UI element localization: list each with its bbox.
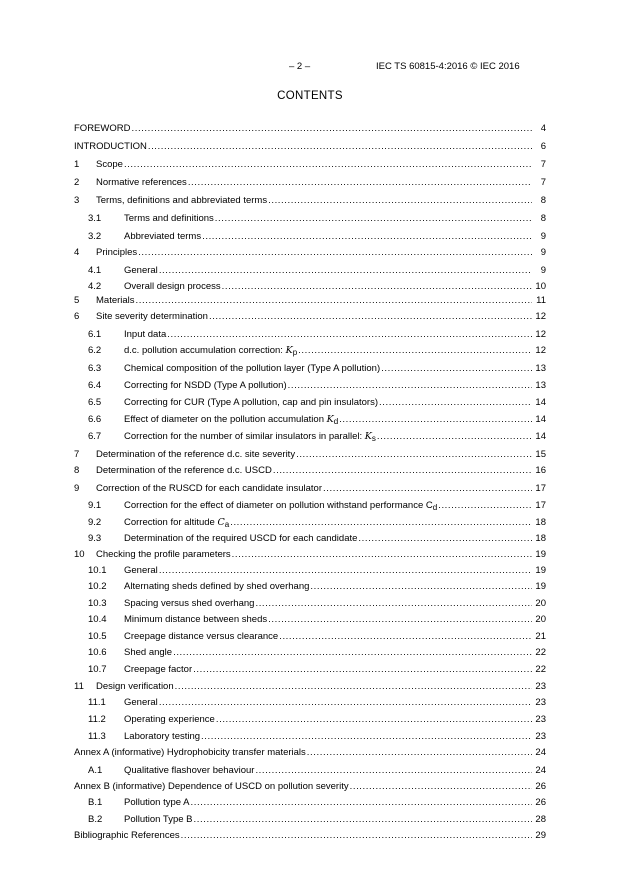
toc-entry-title: Bibliographic References <box>74 830 180 841</box>
dot-leader <box>230 516 532 530</box>
toc-entry-title: Principles <box>96 247 138 258</box>
document-reference: IEC TS 60815-4:2016 © IEC 2016 <box>376 61 520 72</box>
dot-leader <box>255 764 532 778</box>
toc-entry-page: 23 <box>535 731 546 742</box>
toc-entry-leader <box>124 396 532 410</box>
toc-entry-page: 15 <box>535 449 546 460</box>
toc-entry-page: 12 <box>535 311 546 322</box>
toc-entry-title: Annex B (informative) Dependence of USCD on pollution severity <box>74 781 349 792</box>
toc-entry[interactable] <box>74 730 546 744</box>
toc-entry[interactable] <box>74 362 546 376</box>
toc-entry-page: 9 <box>540 247 546 258</box>
toc-entry-title: Terms, definitions and abbreviated terms <box>96 195 268 206</box>
toc-entry[interactable] <box>74 230 546 244</box>
toc-entry-leader <box>124 580 532 594</box>
toc-entry-title: Materials <box>96 295 135 306</box>
toc-entry-number: 3 <box>74 195 80 206</box>
toc-entry[interactable] <box>74 764 546 778</box>
dot-leader <box>188 176 532 190</box>
toc-entry-number: 6.5 <box>88 397 102 408</box>
page-title: CONTENTS <box>277 90 343 102</box>
toc-entry-title: Chemical composition of the pollution layer (Type A pollution) <box>124 363 381 374</box>
toc-entry-number: 3.1 <box>88 213 102 224</box>
toc-entry-leader <box>124 230 532 244</box>
toc-entry-number: 11.1 <box>88 697 106 708</box>
toc-entry-number: B.2 <box>88 814 103 825</box>
toc-entry-leader <box>124 379 532 393</box>
toc-entry-page: 14 <box>535 414 546 425</box>
toc-entry-page: 9 <box>540 265 546 276</box>
dot-leader <box>296 448 532 462</box>
toc-entry-leader <box>124 646 532 660</box>
dot-leader <box>148 140 532 154</box>
toc-entry-leader <box>124 413 532 429</box>
toc-entry-title: Correction for the number of similar insulators in parallel: $K_s$ <box>124 430 377 446</box>
toc-entry-leader <box>124 532 532 546</box>
toc-entry-title: Creepage factor <box>124 664 193 675</box>
toc-entry-title: Terms and definitions <box>124 213 214 224</box>
toc-entry[interactable] <box>74 580 546 594</box>
toc-entry-number: 4.2 <box>88 281 102 292</box>
dot-leader <box>381 362 532 376</box>
toc-entry[interactable] <box>74 564 546 578</box>
toc-entry[interactable] <box>74 379 546 393</box>
dot-leader <box>159 264 532 278</box>
toc-entry-leader <box>96 176 532 190</box>
toc-entry-number: 9.2 <box>88 517 102 528</box>
toc-entry-page: 10 <box>535 281 546 292</box>
dot-leader <box>138 246 532 260</box>
dot-leader <box>215 212 532 226</box>
toc-entry-page: 13 <box>535 363 546 374</box>
toc-entry-leader <box>124 362 532 376</box>
toc-entry-title: Overall design process <box>124 281 221 292</box>
toc-entry-page: 22 <box>535 647 546 658</box>
toc-entry-page: 12 <box>535 329 546 340</box>
toc-entry[interactable] <box>74 696 546 710</box>
toc-entry-leader <box>96 482 532 496</box>
toc-entry-leader <box>124 344 532 360</box>
toc-entry-leader <box>74 746 532 760</box>
toc-entry-page: 23 <box>535 697 546 708</box>
toc-entry-page: 17 <box>535 500 546 511</box>
toc-entry-page: 7 <box>540 159 546 170</box>
dot-leader <box>339 413 532 427</box>
dot-leader <box>173 646 532 660</box>
toc-entry-page: 17 <box>535 483 546 494</box>
toc-entry-number: 6.2 <box>88 345 102 356</box>
toc-entry-number: 9.1 <box>88 500 102 511</box>
toc-entry-title: FOREWORD <box>74 123 131 134</box>
dot-leader <box>124 158 532 172</box>
toc-entry-page: 11 <box>536 295 546 306</box>
toc-entry[interactable] <box>74 310 546 324</box>
toc-entry-page: 14 <box>535 431 546 442</box>
toc-entry-leader <box>124 430 532 446</box>
toc-entry-number: 11.3 <box>88 731 106 742</box>
toc-entry-page: 9 <box>540 231 546 242</box>
toc-entry-number: 3.2 <box>88 231 102 242</box>
toc-entry-title: Shed angle <box>124 647 173 658</box>
toc-entry-leader <box>96 310 532 324</box>
math-subscript: d <box>432 503 438 512</box>
toc-entry-title: Qualitative flashover behaviour <box>124 765 255 776</box>
toc-entry-title: Normative references <box>96 177 187 188</box>
toc-entry[interactable] <box>74 663 546 677</box>
dot-leader <box>167 328 532 342</box>
toc-entry-leader <box>124 813 532 827</box>
toc-entry-title: Determination of the reference d.c. site severity <box>96 449 296 460</box>
toc-entry-page: 13 <box>535 380 546 391</box>
toc-entry-title: Operating experience <box>124 714 215 725</box>
toc-entry-number: 6.4 <box>88 380 102 391</box>
toc-entry-number: 10.2 <box>88 581 107 592</box>
toc-entry-title: Spacing versus shed overhang <box>124 598 255 609</box>
toc-entry-title: Annex A (informative) Hydrophobicity transfer materials <box>74 747 306 758</box>
toc-entry-leader <box>124 663 532 677</box>
math-symbol: K <box>285 345 293 356</box>
toc-entry-page: 19 <box>535 549 546 560</box>
toc-entry[interactable] <box>74 482 546 496</box>
toc-entry[interactable] <box>74 548 546 562</box>
toc-entry-title: Abbreviated terms <box>124 231 202 242</box>
toc-entry-leader <box>124 328 532 342</box>
toc-entry[interactable] <box>74 246 546 260</box>
toc-entry[interactable] <box>74 464 546 478</box>
math-symbol: C <box>217 517 225 528</box>
toc-entry-page: 23 <box>535 714 546 725</box>
toc-entry-title: Alternating sheds defined by shed overhang <box>124 581 310 592</box>
toc-entry-number: 11.2 <box>88 714 106 725</box>
toc-entry[interactable] <box>74 532 546 546</box>
toc-entry-leader <box>96 294 532 308</box>
toc-entry-title: Effect of diameter on the pollution accumulation $K_d$ <box>124 413 339 429</box>
toc-entry-number: 6.3 <box>88 363 102 374</box>
toc-entry-title: Determination of the reference d.c. USCD <box>96 465 272 476</box>
toc-entry-title: Correction of the RUSCD for each candidate insulator <box>96 483 323 494</box>
toc-entry-page: 23 <box>535 681 546 692</box>
dot-leader <box>181 829 532 843</box>
toc-entry-title: General <box>124 697 158 708</box>
toc-entry[interactable] <box>74 158 546 172</box>
toc-entry-page: 12 <box>535 345 546 356</box>
toc-entry-number: 5 <box>74 295 80 306</box>
toc-entry-page: 24 <box>535 765 546 776</box>
toc-entry-leader <box>124 696 532 710</box>
toc-entry[interactable] <box>74 280 546 294</box>
dot-leader <box>232 548 532 562</box>
dot-leader <box>379 396 532 410</box>
toc-entry-number: 2 <box>74 177 80 188</box>
toc-entry-page: 19 <box>535 581 546 592</box>
dot-leader <box>310 580 532 594</box>
toc-entry-title: INTRODUCTION <box>74 141 147 152</box>
toc-entry-leader <box>74 829 532 843</box>
dot-leader <box>268 194 532 208</box>
toc-entry[interactable] <box>74 746 546 760</box>
toc-entry-number: 6.7 <box>88 431 102 442</box>
dot-leader <box>268 613 532 627</box>
toc-entry[interactable] <box>74 516 546 530</box>
toc-entry-leader <box>96 680 532 694</box>
toc-entry-leader <box>96 548 532 562</box>
dot-leader <box>273 464 532 478</box>
toc-entry-page: 18 <box>535 517 546 528</box>
toc-entry-page: 29 <box>535 830 546 841</box>
toc-entry-number: 10.1 <box>88 565 107 576</box>
toc-entry[interactable] <box>74 680 546 694</box>
toc-entry-title: General <box>124 265 158 276</box>
toc-entry-leader <box>96 464 532 478</box>
toc-entry[interactable] <box>74 328 546 342</box>
toc-entry-leader <box>124 280 532 294</box>
toc-entry[interactable] <box>74 646 546 660</box>
dot-leader <box>209 310 532 324</box>
toc-entry-page: 20 <box>535 614 546 625</box>
toc-entry-number: 8 <box>74 465 80 476</box>
toc-entry-title: Scope <box>96 159 123 170</box>
toc-entry-leader <box>124 764 532 778</box>
dot-leader <box>159 564 532 578</box>
toc-entry[interactable] <box>74 613 546 627</box>
toc-entry-leader <box>124 730 532 744</box>
toc-entry-title: d.c. pollution accumulation correction: $K_p$ <box>124 344 298 360</box>
dot-leader <box>191 796 533 810</box>
toc-entry[interactable] <box>74 430 546 444</box>
toc-entry-leader <box>74 122 532 136</box>
toc-entry-leader <box>124 564 532 578</box>
toc-entry-title: Correcting for CUR (Type A pollution, cap and pin insulators) <box>124 397 378 408</box>
toc-entry-number: 1 <box>74 159 80 170</box>
toc-entry[interactable] <box>74 194 546 208</box>
toc-entry-leader <box>96 158 532 172</box>
toc-entry-title: Correction for altitude $C_a$ <box>124 516 230 532</box>
dot-leader <box>216 713 532 727</box>
toc-entry-title: Design verification <box>96 681 174 692</box>
toc-entry-number: A.1 <box>88 765 103 776</box>
dot-leader <box>193 663 532 677</box>
dot-leader <box>323 482 532 496</box>
toc-entry[interactable] <box>74 122 546 136</box>
toc-entry-title: Correcting for NSDD (Type A pollution) <box>124 380 287 391</box>
toc-entry-title: Site severity determination <box>96 311 208 322</box>
dot-leader <box>279 630 532 644</box>
dot-leader <box>193 813 532 827</box>
toc-entry-title: Creepage distance versus clearance <box>124 631 279 642</box>
toc-entry-leader <box>124 516 532 532</box>
toc-entry-number: 7 <box>74 449 80 460</box>
dot-leader <box>377 430 532 444</box>
toc-entry-leader <box>124 796 532 810</box>
toc-entry[interactable] <box>74 813 546 827</box>
toc-entry[interactable] <box>74 597 546 611</box>
toc-entry[interactable] <box>74 499 546 513</box>
toc-entry-page: 22 <box>535 664 546 675</box>
toc-entry-page: 16 <box>535 465 546 476</box>
math-symbol: K <box>364 431 372 442</box>
toc-entry-title: Minimum distance between sheds <box>124 614 268 625</box>
toc-entry-page: 7 <box>540 177 546 188</box>
toc-entry-page: 26 <box>535 797 546 808</box>
toc-entry-page: 19 <box>535 565 546 576</box>
toc-entry-leader <box>124 264 532 278</box>
dot-leader <box>202 230 532 244</box>
toc-entry-title: Checking the profile parameters <box>96 549 231 560</box>
dot-leader <box>350 780 532 794</box>
dot-leader <box>131 122 532 136</box>
toc-entry[interactable] <box>74 344 546 358</box>
toc-entry[interactable] <box>74 212 546 226</box>
toc-entry-page: 6 <box>540 141 546 152</box>
toc-entry[interactable] <box>74 294 546 308</box>
toc-entry-number: 11 <box>74 681 84 692</box>
toc-entry-number: 6 <box>74 311 80 322</box>
math-symbol: K <box>326 414 334 425</box>
toc-entry-title: Laboratory testing <box>124 731 201 742</box>
toc-entry-leader <box>96 194 532 208</box>
toc-entry-leader <box>74 780 532 794</box>
dot-leader <box>288 379 532 393</box>
toc-entry-leader <box>74 140 532 154</box>
toc-entry-leader <box>124 212 532 226</box>
toc-entry-number: 10.3 <box>88 598 107 609</box>
toc-entry-page: 21 <box>535 631 546 642</box>
dot-leader <box>136 294 532 308</box>
dot-leader <box>175 680 532 694</box>
toc-entry[interactable] <box>74 713 546 727</box>
dot-leader <box>298 344 532 358</box>
toc-entry-page: 14 <box>535 397 546 408</box>
toc-entry[interactable] <box>74 630 546 644</box>
dot-leader <box>358 532 532 546</box>
toc-entry-leader <box>124 713 532 727</box>
toc-entry-number: 10.4 <box>88 614 107 625</box>
dot-leader <box>201 730 532 744</box>
toc-entry-leader <box>124 613 532 627</box>
toc-entry-title: Correction for the effect of diameter on pollution withstand performance $C_d$ <box>124 499 438 515</box>
toc-entry-page: 28 <box>535 814 546 825</box>
toc-entry-number: 6.1 <box>88 329 102 340</box>
dot-leader <box>159 696 532 710</box>
dot-leader <box>307 746 532 760</box>
toc-entry-title: Pollution Type B <box>124 814 193 825</box>
toc-entry-page: 8 <box>540 195 546 206</box>
toc-entry[interactable] <box>74 829 546 843</box>
toc-entry[interactable] <box>74 264 546 278</box>
toc-entry[interactable] <box>74 780 546 794</box>
dot-leader <box>255 597 532 611</box>
toc-entry-leader <box>124 597 532 611</box>
toc-entry-title: Determination of the required USCD for each candidate <box>124 533 358 544</box>
toc-entry[interactable] <box>74 140 546 154</box>
toc-entry-number: B.1 <box>88 797 103 808</box>
toc-entry-page: 24 <box>535 747 546 758</box>
toc-entry-page: 4 <box>540 123 546 134</box>
dot-leader <box>438 499 532 513</box>
page-header <box>0 61 620 75</box>
toc-entry-number: 4.1 <box>88 265 102 276</box>
toc-entry[interactable] <box>74 396 546 410</box>
toc-entry[interactable] <box>74 413 546 427</box>
toc-entry-page: 8 <box>540 213 546 224</box>
math-subscript: d <box>333 417 339 426</box>
toc-entry-leader <box>96 246 532 260</box>
math-subscript: p <box>292 348 298 357</box>
math-subscript: a <box>224 520 230 529</box>
page-number: – 2 – <box>289 61 311 72</box>
math-subscript: s <box>371 434 376 443</box>
toc-entry-number: 10.6 <box>88 647 107 658</box>
toc-entry-leader <box>96 448 532 462</box>
toc-entry-number: 6.6 <box>88 414 102 425</box>
toc-entry-number: 9 <box>74 483 80 494</box>
toc-entry-number: 4 <box>74 247 80 258</box>
toc-entry[interactable] <box>74 796 546 810</box>
toc-entry-number: 10 <box>74 549 85 560</box>
toc-entry-number: 10.7 <box>88 664 107 675</box>
toc-entry-title: General <box>124 565 158 576</box>
toc-entry-title: Pollution type A <box>124 797 190 808</box>
toc-entry-title: Input data <box>124 329 167 340</box>
toc-entry-number: 10.5 <box>88 631 107 642</box>
toc-entry-page: 26 <box>535 781 546 792</box>
toc-entry-leader <box>124 630 532 644</box>
dot-leader <box>222 280 532 294</box>
toc-entry-page: 18 <box>535 533 546 544</box>
toc-entry-number: 9.3 <box>88 533 102 544</box>
toc-entry[interactable] <box>74 176 546 190</box>
toc-entry-page: 20 <box>535 598 546 609</box>
toc-entry[interactable] <box>74 448 546 462</box>
toc-entry-leader <box>124 499 532 515</box>
